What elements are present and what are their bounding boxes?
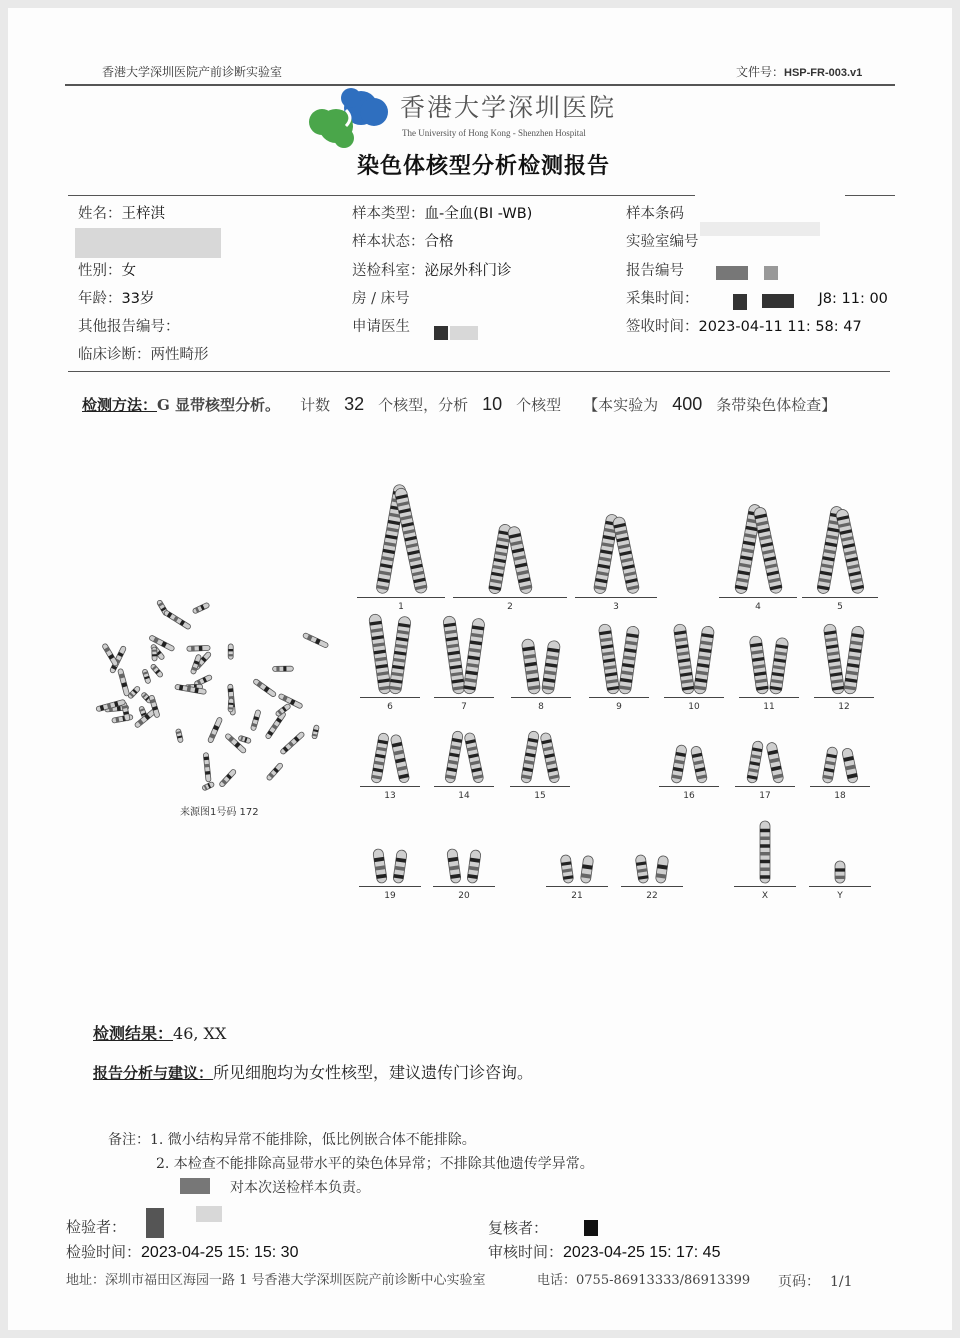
redacted-block [434,326,448,340]
chromosome-label: 3 [613,602,619,612]
chromosome-10-b [693,626,714,695]
chromosome-Y [835,861,845,883]
redacted-block [716,266,748,280]
chromosome-11-a [749,635,769,694]
chromosome-label: 21 [571,891,583,901]
redacted-block [762,294,794,308]
chromosome-label: 15 [534,791,546,801]
chromosome-6-a [368,614,391,695]
chromosome-21-a [560,854,574,883]
karyotype-baseline [360,697,420,698]
metaphase-chromosome [265,711,287,740]
metaphase-chromosome [207,717,222,744]
karyotype-baseline [453,597,567,598]
chromosome-22-b [655,855,669,883]
metaphase-chromosome [253,678,277,697]
chromosome-16-a [671,744,687,783]
metaphase-chromosome [238,735,252,744]
footer-phone: 电话：0755-86913333/86913399 [537,1273,751,1288]
metaphase-chromosome [152,647,157,661]
chromosome-12-a [823,624,845,695]
chromosome-19-a [373,848,388,883]
metaphase-chromosome [142,669,151,684]
chromosome-label: 2 [507,602,513,612]
inspect-time: 检验时间：2023-04-25 15: 15: 30 [66,1243,299,1261]
reviewer: 复核者： [488,1219,549,1237]
patient-name: 姓名：王梓淇 [78,206,165,222]
chromosome-11-b [769,637,789,694]
chromosome-17-b [766,742,784,784]
karyotype-baseline [735,786,795,787]
info-bottom-divider [68,371,890,372]
chromosome-label: 20 [458,891,470,901]
redacted-block [450,326,478,340]
chromosome-label: 16 [683,791,695,801]
chromosome-20-a [447,848,462,883]
redacted-block [75,228,221,258]
karyotype-baseline [734,886,796,887]
chromosome-7-b [463,618,485,695]
chromosome-label: 11 [763,702,775,712]
test-method: 检测方法：G 显带核型分析。 计数 32 个核型，分析 10 个核型 【本实验为 400 条带染色体检查】 [82,394,837,414]
redacted-block [180,1178,210,1194]
metaphase-chromosome [225,733,247,754]
chromosome-label: 19 [384,891,396,901]
chromosome-label: 7 [461,702,467,712]
chromosome-1-b [394,487,428,594]
chromosome-label: 4 [755,602,761,612]
department: 送检科室：泌尿外科门诊 [352,263,512,279]
karyotype-baseline [433,886,495,887]
hospital-logo [306,86,392,150]
chromosome-16-b [690,746,707,784]
karyotype-baseline [434,697,494,698]
metaphase-chromosome [273,666,294,671]
chromosome-13-b [390,734,410,784]
karyotype-baseline [589,697,649,698]
karyotype-baseline [809,886,871,887]
patient-age: 年龄：33岁 [78,291,155,307]
chromosome-6-b [389,616,412,695]
redacted-signature [146,1208,164,1238]
chromosome-22-a [635,854,649,883]
metaphase-chromosome [118,668,130,696]
review-time: 审核时间：2023-04-25 15: 17: 45 [488,1243,721,1261]
metaphase-chromosome [250,709,261,731]
redacted-signature [584,1220,598,1236]
chromosome-label: Y [837,891,843,901]
metaphase-chromosome [266,762,284,781]
karyotype-baseline [802,597,878,598]
metaphase-chromosome [302,632,329,648]
inspector: 检验者： [66,1218,127,1236]
chromosome-18-b [841,747,858,783]
chromosome-13-a [371,733,390,784]
metaphase-chromosome [203,753,211,783]
chromosome-label: 12 [838,702,850,712]
chromosome-15-a [521,731,540,784]
report-number: 报告编号 [626,263,684,279]
chromosome-2-b [507,526,533,595]
chromosome-5-b [835,508,864,594]
metaphase-chromosome [192,602,210,614]
karyotype-baseline [546,886,608,887]
sample-type: 样本类型：血-全血(BI -WB) [352,206,533,222]
metaphase-chromosome [102,643,119,667]
chromosome-label: 17 [759,791,771,801]
header-divider [65,84,895,86]
clinical-diagnosis: 临床诊断：两性畸形 [78,347,209,363]
chromosome-label: 14 [458,791,470,801]
patient-sex: 性别：女 [78,263,136,279]
info-top-divider [68,195,695,196]
chromosome-19-b [393,849,407,883]
chromosome-label: 9 [616,702,622,712]
karyotype-baseline [359,886,421,887]
chromosome-14-b [464,732,484,783]
karyotype-baseline [575,597,657,598]
karyotype-baseline [719,597,797,598]
karyotype-baseline [510,786,570,787]
karyotype-baseline [814,697,874,698]
karyotype-baseline [434,786,494,787]
metaphase-chromosome [280,731,305,755]
chromosome-9-b [618,626,639,695]
source-caption: 来源图1号码 172 [180,807,259,818]
requesting-doctor: 申请医生 [352,319,410,335]
chromosome-18-a [822,746,838,783]
chromosome-label: 18 [834,791,846,801]
bed-number: 房 / 床号 [352,291,410,307]
report-title: 染色体核型分析检测报告 [357,154,611,179]
chromosome-14-a [445,731,464,784]
karyogram-image [0,470,960,910]
karyotype-baseline [360,786,420,787]
info-top-divider-right [845,195,895,196]
redacted-block [196,1206,222,1222]
karyotype-baseline [659,786,719,787]
chromosome-21-b [580,855,594,883]
metaphase-chromosome [228,698,234,712]
footer-address: 地址：深圳市福田区海园一路 1 号香港大学深圳医院产前诊断中心实验室 [66,1273,486,1288]
doc-number: 文件号：HSP-FR-003.v1 [736,65,863,79]
chromosome-label: 6 [387,702,393,712]
chromosome-20-b [467,849,481,883]
chromosome-label: 22 [646,891,658,901]
chromosome-17-a [746,740,763,783]
chromosome-label: 8 [538,702,544,712]
receive-time: 签收时间：2023-04-11 11: 58: 47 [626,319,862,335]
metaphase-chromosome [175,729,183,743]
sample-barcode: 样本条码 [626,206,684,222]
note-3: 对本次送检样本负责。 [230,1180,370,1196]
chromosome-label: 10 [688,702,700,712]
redacted-block [700,222,820,236]
karyotype-baseline [357,597,445,598]
page-number: 页码： 1/1 [778,1274,853,1290]
hospital-name-cn: 香港大学深圳医院 [400,93,617,122]
note-2: 2. 本检查不能排除高显带水平的染色体异常；不排除其他遗传学异常。 [156,1156,594,1172]
chromosome-label: 1 [398,602,404,612]
metaphase-chromosome [228,644,233,659]
chromosome-10-a [673,624,695,695]
redacted-block [733,294,747,310]
hospital-name-en: The University of Hong Kong - Shenzhen Hospital [402,128,586,138]
metaphase-chromosome [219,768,237,787]
metaphase-chromosome [202,781,215,791]
chromosome-3-b [612,516,640,594]
karyotype-baseline [739,697,799,698]
karyotype-baseline [621,886,683,887]
report-analysis: 报告分析与建议：所见细胞均为女性核型，建议遗传门诊咨询。 [93,1063,534,1082]
note-1: 备注：1. 微小结构异常不能排除，低比例嵌合体不能排除。 [108,1132,476,1148]
karyotype-baseline [810,786,870,787]
chromosome-label: X [761,891,769,901]
chromosome-9-a [598,624,620,695]
redacted-block [764,266,778,280]
metaphase-chromosome [163,610,191,630]
chromosome-7-a [443,616,466,695]
chromosome-4-b [753,506,783,594]
metaphase-chromosome [150,663,164,678]
collection-time: 采集时间： J8: 11: 00 [626,291,888,307]
metaphase-chromosome [187,645,210,651]
other-report-no: 其他报告编号： [78,319,180,335]
karyotype-baseline [511,697,571,698]
lab-name: 香港大学深圳医院产前诊断实验室 [102,65,283,79]
chromosome-X [760,821,770,883]
chromosome-15-b [540,732,560,783]
sample-status: 样本状态：合格 [352,234,454,250]
chromosome-label: 13 [384,791,396,801]
chromosome-label: 5 [837,602,843,612]
metaphase-chromosome [312,725,320,739]
chromosome-8-b [541,640,560,695]
test-result: 检测结果：46, XX [93,1024,227,1043]
chromosome-8-a [521,638,541,694]
karyotype-baseline [664,697,724,698]
lab-number: 实验室编号 [626,234,699,250]
chromosome-12-b [843,626,864,695]
